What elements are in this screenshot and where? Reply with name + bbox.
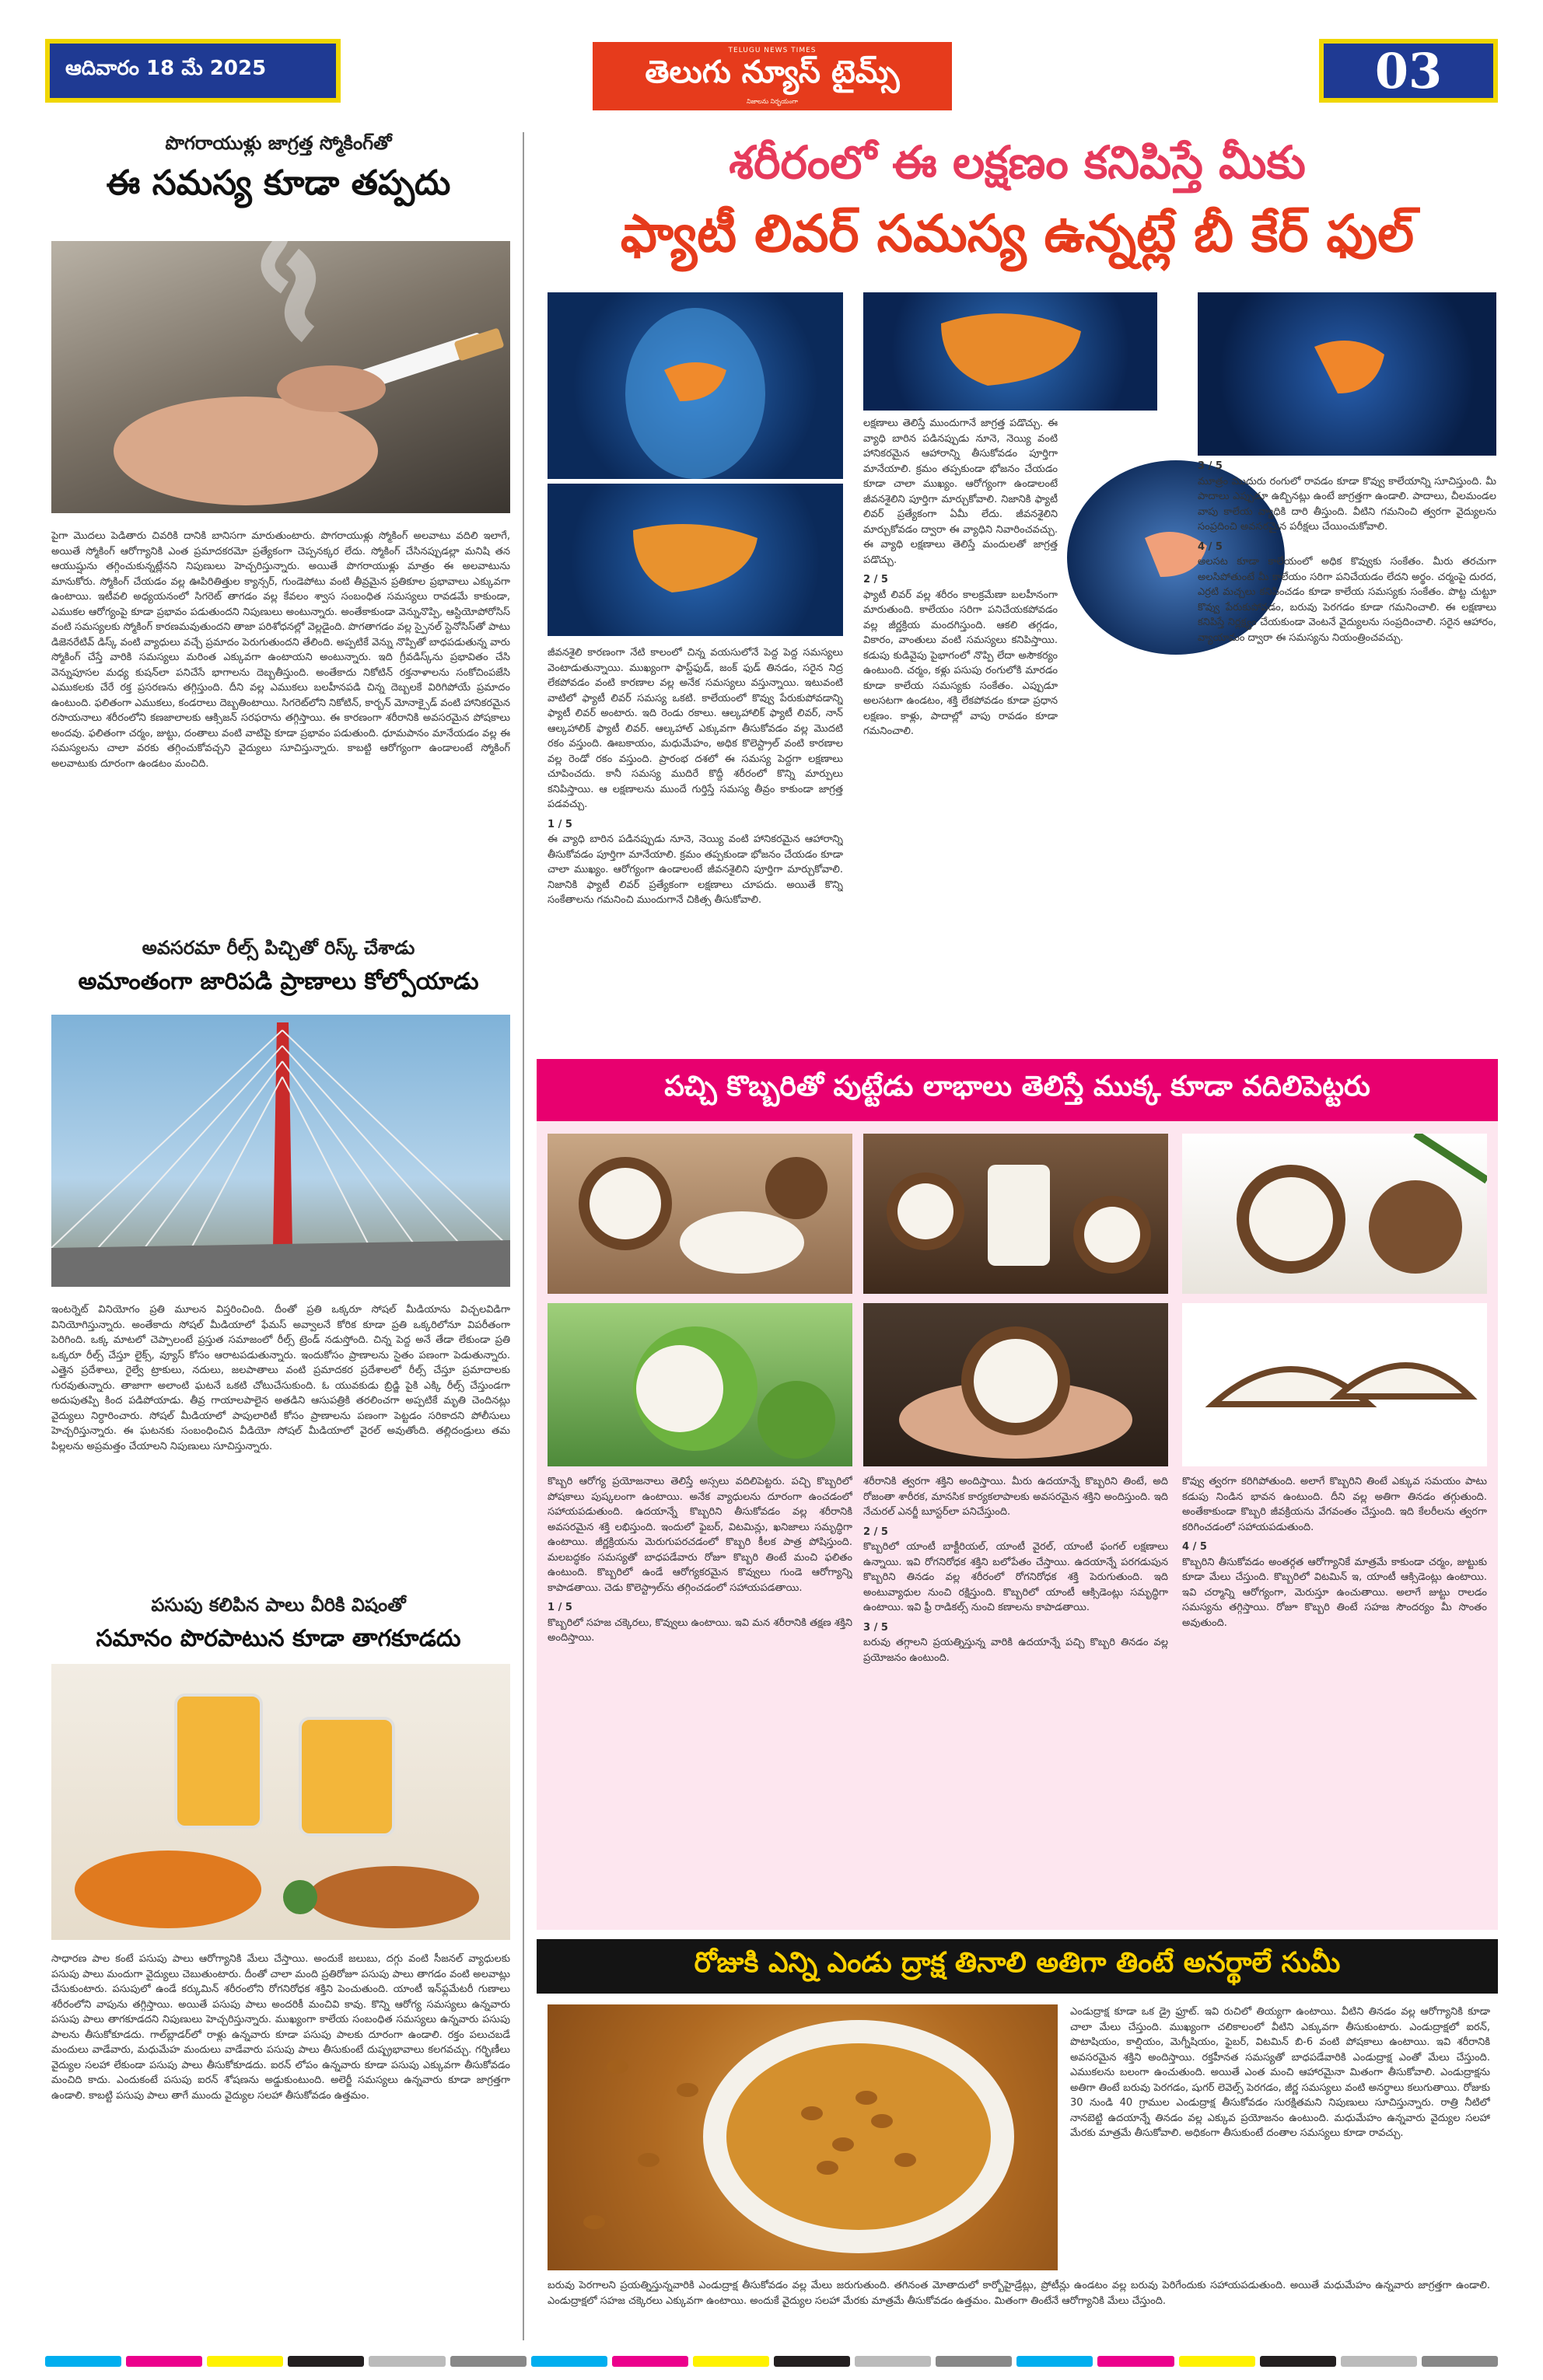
color-swatch (612, 2356, 688, 2367)
liver-side-image (1198, 292, 1496, 456)
turmeric-milk-image (51, 1664, 510, 1940)
coconut-col2 (863, 1474, 1168, 1925)
raisins-body: ఎండుద్రాక్ష కూడా ఒక డ్రై ఫ్రూట్. ఇవి రుచిలో తియ్యగా ఉంటాయి. వీటిని తినడం వల్ల ఆరోగ్యానికి కూడా చాలా మేలు చేస్తుంది. ముఖ్యంగా చలికాలంలో వీటిని ఎక్కువగా తీసుకుంటారు. ఎండుద్రాక్షలో ఐరన్, పొటాషియం, కాల్షియం, మెగ్నీషియం, ఫైబర్, విటమిన్ బి-6 వంటి పోషకాలు ఉంటాయి. ఇవి శరీరానికి అవసరమైన శక్తిని అందిస్తాయి. రక్తహీనత సమస్యతో బాధపడేవారికి ఎండుద్రాక్ష ఎంతో మేలు చేస్తుంది. ఎముకలను బలంగా ఉంచుతుంది. అయితే ఎంత మంచి ఆహారమైనా మితంగా తీసుకోవాలి. ఎండుద్రాక్షను అతిగా తింటే బరువు పెరగడం, షుగర్ లెవెల్స్ పెరగడం, జీర్ణ సమస్యలు వంటి అనర్థాలు కలుగుతాయి. రోజుకు 30 నుండి 40 గ్రాముల ఎండుద్రాక్ష తీసుకోవడం సురక్షితమని నిపుణులు సూచిస్తున్నారు. రాత్రి నీటిలో నానబెట్టి ఉదయాన్నే తినడం వల్ల ఎక్కువ ప్రయోజనం ఉంటుంది. మధుమేహం ఉన్నవారు వైద్యుల సలహా మేరకు మాత్రమే తీసుకోవాలి. అధికంగా తీసుకుంటే దంతాల సమస్యలు కూడా రావచ్చు. (1070, 2006, 1490, 2139)
section-marker: 4 / 5 (1198, 540, 1223, 553)
liver-icon (548, 292, 843, 479)
cigarette-icon (51, 241, 510, 513)
article-body: ఇంటర్నెట్ వినియోగం ప్రతి మూలన విస్తరించింది. దీంతో ప్రతి ఒక్కరూ సోషల్ మీడియాను విచ్చలవిడిగా వినియోగిస్తున్నారు. అంతేకాదు సోషల్ మీడియాలో ఫేమస్ అవ్వాలనే కోరిక కూడా ప్రతి ఒక్కరిలోనూ విపరీతంగా పెరిగింది. ఒక్క మాటలో చెప్పాలంటే ప్రస్తుత సమాజంలో రీల్స్ ట్రెండ్ నడుస్తోంది. చిన్న పెద్ద అనే తేడా లేకుండా ప్రతి ఒక్కరూ రీల్స్ చేస్తూ లైక్స్, వ్యూస్ కోసం ఆరాటపడుతున్నారు. ఇందుకోసం ప్రాణాలను సైతం పణంగా పెడుతున్నారు. ఎత్తైన ప్రదేశాలు, రైల్వే ట్రాకులు, నదులు, జలపాతాలు వంటి ప్రమాదకర ప్రదేశాలలో రీల్స్ చేస్తూ ప్రమాదాలకు గురవుతున్నారు. తాజాగా అలాంటి ఘటనే ఒకటి చోటుచేసుకుంది. ఓ యువకుడు బ్రిడ్జి పైకి ఎక్కి రీల్స్ చేస్తుండగా అదుపుతప్పి కింద పడిపోయాడు. తీవ్ర గాయాలపాలైన అతడిని ఆసుపత్రికి తరలించగా అప్పటికే మృతి చెందినట్లు వైద్యులు నిర్ధారించారు. సోషల్ మీడియాలో పాపులారిటీ కోసం ప్రాణాలను పణంగా పెట్టడం సరికాదని పోలీసులు హెచ్చరిస్తున్నారు. ఈ ఘటనకు సంబంధించిన వీడియో సోషల్ మీడియాలో వైరల్ అవుతోంది. తల్లిదండ్రులు తమ పిల్లలను అప్రమత్తం చేయాలని నిపుణులు సూచిస్తున్నారు. (51, 1304, 510, 1452)
coconut-icon (548, 1134, 852, 1294)
newspaper-logo (593, 42, 952, 110)
color-swatch (126, 2356, 202, 2367)
fatty-liver-title-line1: శరీరంలో ఈ లక్షణం కనిపిస్తే మీకు (729, 136, 1306, 189)
coconut-milk-image (863, 1134, 1168, 1294)
turmeric-milk-icon (51, 1664, 510, 1940)
color-swatch (774, 2356, 850, 2367)
logo-english-text: TELUGU NEWS TIMES (728, 46, 817, 54)
section-marker: 1 / 5 (548, 1602, 572, 1613)
logo-telugu-text: తెలుగు న్యూస్ టైమ్స్ (645, 54, 900, 90)
bridge-icon (51, 1015, 510, 1287)
color-swatch (693, 2356, 769, 2367)
liver-closeup-image (863, 292, 1157, 411)
coconut-in-hands-image (863, 1303, 1168, 1466)
article-kicker: అవసరమా రీల్స్ పిచ్చితో రిస్క్ చేశాడు (142, 937, 415, 959)
fatty-liver-col1 (548, 645, 843, 1050)
page-header (0, 0, 1543, 117)
article-reels (45, 937, 512, 1001)
article-body: పైగా మొదలు పెడితారు చివరికి దానికి బానిసగా మారుతుంటారు. పొగరాయుళ్లు స్మోకింగ్ అలవాటు వదిలి ఇలాగే, అయితే స్మోకింగ్ ఆరోగ్యానికి ఎంత ప్రమాదకరమో ప్రత్యేకంగా చెప్పనక్కర లేదు. స్మోకింగ్ చేసినప్పుడల్లా మనిషి తన ఆయుష్షును తగ్గించుకున్నట్లేనని నిపుణులు హెచ్చరిస్తున్నారు. అయితే పొగరాయుళ్లు మాత్రం ఈ అలవాటును మానుకోరు. స్మోకింగ్ చేయడం వల్ల ఊపిరితిత్తుల క్యాన్సర్, గుండెపోటు వంటి తీవ్రమైన ప్రతికూల ప్రభావాలు ఎక్కువగా ఉంటాయి. ఇటీవలి అధ్యయనంలో సిగరెట్ తాగడం వల్ల కేవలం శ్వాస సంబంధిత సమస్యలు రావడమే కాకుండా, ఎముకల ఆరోగ్యంపై కూడా ప్రభావం పడుతుందని నిపుణులు అంటున్నారు. అంతేకాకుండా వెన్నునొప్పి, ఆస్టియోపోరోసిస్ వంటి సమస్యలకు స్మోకింగ్ కారణమవుతుందని తాజా పరిశోధనల్లో వెల్లడైంది. పొగతాగడం వల్ల స్పైనల్ స్టెనోసిస్‌తో పాటు డిజెనరేటివ్ డిస్క్ వంటి వ్యాధులు వచ్చే ప్రమాదం పెరుగుతుందని తేలింది. అప్పటికే వెన్ను నొప్పితో బాధపడుతున్న వారు స్మోకింగ్ చేస్తే వారికి సమస్యలు మరింత ఎక్కువగా ఉంటాయని అంటున్నారు. ఇది గ్రీవడిస్క్‌ను ప్రభావితం చేసి వెన్నుపూసల మధ్య కుషన్‌లా పనిచేసే భాగాలను దెబ్బతీస్తుంది. అంతేకాదు నికోటిన్ రక్తనాళాలను సంకోచింపజేసి ఎముకలకు చేరే రక్త ప్రసరణను తగ్గిస్తుంది. దీని వల్ల ఎముకలు బలహీనపడి చిన్న దెబ్బలకే విరిగిపోయే ప్రమాదం ఉంటుంది. ఫలితంగా ఎముకలు, కండరాలు దెబ్బతింటాయి. సిగరెట్‌లోని నికోటిన్, కార్బన్ మోనాక్సైడ్ వంటి హానికరమైన రసాయనాలు శరీరంలోని కణజాలాలకు ఆక్సిజన్ సరఫరాను తగ్గిస్తాయి. ఈ కారణంగా శరీరానికి అవసరమైన పోషకాలు అందవు. ఫలితంగా చర్మం, జుట్టు, దంతాలు వంటి వాటిపై కూడా ప్రభావం పడుతుంది. ధూమపానం మానేయడం వల్ల ఈ సమస్యలను చాలా వరకు తగ్గించుకోవచ్చని వైద్యులు సూచిస్తున్నారు. కాబట్టి ఆరోగ్యంగా ఉండాలంటే స్మోకింగ్ అలవాటుకు దూరంగా ఉండటం మంచిది. (51, 530, 510, 770)
liver-icon (863, 292, 1157, 411)
paragraph: కొబ్బరిలో సహజ చక్కెరలు, కొవ్వులు ఉంటాయి. ఇవి మన శరీరానికి తక్షణ శక్తిని అందిస్తాయి. (548, 1616, 852, 1644)
article-headline: సమానం పొరపాటున కూడా తాగకూడదు (96, 1625, 461, 1652)
article-kicker: పసుపు కలిపిన పాలు వీరికి విషంతో (151, 1594, 406, 1616)
paragraph: లక్షణాలు తెలిస్తే ముందుగానే జాగ్రత్త పడొచ్చు. ఈ వ్యాధి బారిన పడినప్పుడు నూనె, నెయ్యి వంటి హానికరమైన ఆహారాన్ని తీసుకోవడం పూర్తిగా మానేయాలి. క్రమం తప్పకుండా భోజనం చేయడం కూడా చాలా ముఖ్యం. ఆరోగ్యంగా ఉండాలంటే జీవనశైలిని పూర్తిగా మార్చుకోవాలి. నిజానికి ఫ్యాటీ లివర్ ప్రత్యేకంగా ఏమీ లేదు. జీవనశైలిని మార్చుకోవడం ద్వారా ఈ వ్యాధిని నివారించవచ్చు. ఈ వ్యాధి లక్షణాలు తెలిస్తే మందులతో జాగ్రత్త పడొచ్చు. (863, 418, 1058, 566)
coconut-col1 (548, 1474, 852, 1925)
color-swatch (1341, 2356, 1417, 2367)
color-swatch (1179, 2356, 1255, 2367)
coconut-icon (1182, 1303, 1487, 1466)
fatty-liver-col2 (863, 416, 1058, 1054)
color-swatch (531, 2356, 607, 2367)
paragraph: అలసట కూడా కాలేయంలో అధిక కొవ్వుకు సంకేతం. మీరు తరచుగా అలసిపోతుంటే మీ కాలేయం సరిగా పనిచేయడం లేదని అర్థం. చర్మంపై దురద, ఎర్రటి మచ్చలు కనిపించడం కూడా కాలేయ సమస్యకు సంకేతం. పొట్ట చుట్టూ కొవ్వు పేరుకుపోవడం, బరువు పెరగడం కూడా గమనించాలి. ఈ లక్షణాలు కనిపిస్తే నిర్లక్ష్యం చేయకుండా వెంటనే వైద్యులను సంప్రదించాలి. సరైన ఆహారం, వ్యాయామం ద్వారా ఈ సమస్యను నియంత్రించవచ్చు. (1198, 556, 1496, 644)
color-swatch (936, 2356, 1012, 2367)
raisins-headline: రోజుకి ఎన్ని ఎండు ద్రాక్ష తినాలి అతిగా తింటే అనర్థాలే సుమీ (537, 1939, 1498, 1994)
liver-body-image (548, 292, 843, 479)
article-turmeric (45, 1594, 512, 1658)
color-swatch (207, 2356, 283, 2367)
color-swatch (450, 2356, 527, 2367)
section-marker: 4 / 5 (1182, 1541, 1207, 1553)
article-body: సాధారణ పాల కంటే పసుపు పాలు ఆరోగ్యానికి మేలు చేస్తాయి. అందుకే జలుబు, దగ్గు వంటి సీజనల్ వ్యాధులకు పసుపు పాలు మందుగా వైద్యులు చెబుతుంటారు. దీంతో చాలా మంది ప్రతిరోజూ పసుపు పాలు తాగడం వంటి అలవాట్లు చేసుకుంటారు. పసుపులో ఉండే కర్కుమిన్ శరీరంలోని రోగనిరోధక శక్తిని పెంచుతుంది. యాంటీ ఇన్‌ఫ్లమేటరీ గుణాలు శరీరంలోని వాపును తగ్గిస్తాయి. అయితే పసుపు పాలు అందరికీ మంచివి కావు. కొన్ని ఆరోగ్య సమస్యలు ఉన్నవారు పసుపు పాలు తాగకూడదని నిపుణులు హెచ్చరిస్తున్నారు. ముఖ్యంగా కాలేయ సంబంధిత సమస్యలు ఉన్నవారు పసుపు పాలను తీసుకోకూడదు. గాల్‌బ్లాడర్‌లో రాళ్లు ఉన్నవారు కూడా పసుపు పాలకు దూరంగా ఉండాలి. రక్తం పలుచబడే మందులు వాడేవారు, మధుమేహ మందులు వాడేవారు పసుపు పాలు తీసుకుంటే దుష్ప్రభావాలు కలగవచ్చు. గర్భిణీలు వైద్యుల సలహా లేకుండా పసుపు పాలు తీసుకోకూడదు. ఐరన్ లోపం ఉన్నవారు కూడా పసుపు ఎక్కువగా తీసుకోవడం మంచిది కాదు. ఎందుకంటే పసుపు ఐరన్ శోషణను అడ్డుకుంటుంది. అలెర్జీ సమస్యలు ఉన్నవారు కూడా జాగ్రత్తగా ఉండాలి. కాబట్టి పసుపు పాలు తాగే ముందు వైద్యుల సలహా తీసుకోవడం ఉత్తమం. (51, 1953, 510, 2102)
column-divider (523, 132, 524, 2340)
color-swatch (45, 2356, 121, 2367)
color-swatch (369, 2356, 445, 2367)
paragraph: ఈ వ్యాధి బారిన పడినప్పుడు నూనె, నెయ్యి వంటి హానికరమైన ఆహారాన్ని తీసుకోవడం పూర్తిగా మానేయాలి. క్రమం తప్పకుండా భోజనం చేయడం కూడా చాలా ముఖ్యం. ఆరోగ్యంగా ఉండాలంటే జీవనశైలిని పూర్తిగా మార్చుకోవాలి. నిజానికి ఫ్యాటీ లివర్ ప్రత్యేకంగా లక్షణాలు చూపదు. అయితే కొన్ని సంకేతాలను గమనించి ముందుగానే చికిత్స తీసుకోవాలి. (548, 834, 843, 906)
color-swatch (288, 2356, 364, 2367)
section-marker: 1 / 5 (548, 818, 572, 830)
color-swatch (855, 2356, 931, 2367)
coconut-slices-image (1182, 1303, 1487, 1466)
paragraph: కొవ్వు త్వరగా కరిగిపోతుంది. అలాగే కొబ్బరిని తింటే ఎక్కువ సమయం పాటు కడుపు నిండిన భావన ఉంటుంది. దీని వల్ల అతిగా తినడం తగ్గుతుంది. అంతేకాకుండా కొబ్బరి జీవక్రియను వేగవంతం చేస్తుంది. ఇది కేలరీలను త్వరగా కరిగించడంలో సహాయపడుతుంది. (1182, 1476, 1487, 1533)
section-marker: 2 / 5 (863, 574, 888, 585)
print-color-bar (45, 2356, 1498, 2367)
article-kicker: పొగరాయుళ్లు జాగ్రత్త స్మోకింగ్‌తో (165, 132, 392, 154)
paragraph: శరీరానికి త్వరగా శక్తిని అందిస్తాయి. మీరు ఉదయాన్నే కొబ్బరిని తింటే, అది రోజంతా శారీరక, మానసిక కార్యకలాపాలకు అవసరమైన శక్తిని అందిస్తుంది. ఇది నేచురల్ ఎనర్జీ బూస్టర్‌లా పనిచేస్తుంది. (863, 1476, 1168, 1518)
coconut-halves-image (1182, 1134, 1487, 1294)
green-coconut-image (548, 1303, 852, 1466)
bridge-image (51, 1015, 510, 1287)
paragraph: మూత్రం ముదురు రంగులో రావడం కూడా కొవ్వు కాలేయాన్ని సూచిస్తుంది. మీ పాదాలు ఎప్పుడూ ఉబ్బినట్లు ఉంటే జాగ్రత్తగా ఉండాలి. పాదాలు, చీలమండల వాపు కాలేయ వ్యాధికి దారి తీస్తుంది. వీటిని గమనించి త్వరగా వైద్యులను సంప్రదించి అవసరమైన పరీక్షలు చేయించుకోవాలి. (1198, 475, 1496, 533)
logo-tagline: నిజాలను నిర్భయంగా (747, 97, 798, 105)
raisins-bowl-image (548, 2004, 1058, 2270)
paragraph: కొబ్బరిలో యాంటీ బాక్టీరియల్, యాంటీ వైరల్, యాంటీ ఫంగల్ లక్షణాలు ఉన్నాయి. ఇవి రోగనిరోధక శక్తిని బలోపేతం చేస్తాయి. ఉదయాన్నే పరగడుపున కొబ్బరిని తినడం వల్ల శరీరంలో రోగనిరోధక శక్తి పెరుగుతుంది. ఇది అంటువ్యాధుల నుంచి రక్షిస్తుంది. కొబ్బరిలో యాంటీ ఆక్సిడెంట్లు సమృద్ధిగా ఉంటాయి. ఇవి ఫ్రీ రాడికల్స్ నుంచి కణాలను కాపాడతాయి. (863, 1541, 1168, 1613)
coconut-headline: పచ్చి కొబ్బరితో పుట్టేడు లాభాలు తెలిస్తే ముక్క కూడా వదిలిపెట్టరు (537, 1059, 1498, 1121)
paragraph: కొబ్బరిని తీసుకోవడం అంతర్గత ఆరోగ్యానికే మాత్రమే కాకుండా చర్మం, జుట్టుకు కూడా మేలు చేస్తుంది. కొబ్బరిలో విటమిన్ ఇ, యాంటీ ఆక్సిడెంట్లు ఉంటాయి. ఇవి చర్మాన్ని ఆరోగ్యంగా, మెరుస్తూ ఉంచుతాయి. అలాగే జుట్టు రాలడం సమస్యను తగ్గిస్తాయి. రోజూ కొబ్బరి తింటే సహజ సౌందర్యం మీ సొంతం అవుతుంది. (1182, 1556, 1487, 1629)
coconut-icon (863, 1303, 1168, 1466)
section-marker: 3 / 5 (863, 1621, 888, 1634)
liver-icon (548, 484, 843, 636)
cigarette-smoke-image (51, 241, 510, 513)
liver-back-image (548, 484, 843, 636)
coconut-icon (1182, 1134, 1487, 1294)
page-number: 03 (1319, 39, 1498, 103)
paragraph: కొబ్బరి ఆరోగ్య ప్రయోజనాలు తెలిస్తే అస్సలు వదిలిపెట్టరు. పచ్చి కొబ్బరిలో పోషకాలు పుష్కలంగా ఉంటాయి. అనేక వ్యాధులను దూరంగా ఉంచడంలో సహాయపడుతుంది. ఉదయాన్నే కొబ్బరిని తీసుకోవడం వల్ల శరీరానికి అవసరమైన శక్తి లభిస్తుంది. ఇందులో ఫైబర్, విటమిన్లు, ఖనిజాలు సమృద్ధిగా ఉంటాయి. జీర్ణక్రియను మెరుగుపరచడంలో కొబ్బరి కీలక పాత్ర పోషిస్తుంది. మలబద్ధకం సమస్యతో బాధపడేవారు రోజూ కొబ్బరి తింటే మంచి ఫలితం ఉంటుంది. కొబ్బరిలో ఉండే ఆరోగ్యకరమైన కొవ్వులు గుండె ఆరోగ్యాన్ని కాపాడతాయి. చెడు కొలెస్ట్రాల్‌ను తగ్గించడంలో సహాయపడతాయి. (548, 1476, 852, 1594)
paragraph: జీవనశైలి కారణంగా నేటి కాలంలో చిన్న వయసులోనే పెద్ద పెద్ద సమస్యలు వెంటాడుతున్నాయి. ముఖ్యంగా ఫాస్ట్‌ఫుడ్, జంక్ ఫుడ్ తినడం, సరైన నిద్ర లేకపోవడం వంటి కారణాల వల్ల అనేక సమస్యలు వస్తున్నాయి. ఇటువంటి వాటిలో ఫ్యాటీ లివర్ సమస్య ఒకటి. కాలేయంలో కొవ్వు పేరుకుపోవడాన్ని ఫ్యాటీ లివర్ అంటారు. ఇది రెండు రకాలు. ఆల్కహాలిక్ ఫ్యాటీ లివర్, నాన్ ఆల్కహాలిక్ ఫ్యాటీ లివర్. ఆల్కహాల్ ఎక్కువగా తీసుకోవడం వల్ల మొదటి రకం వస్తుంది. ఊబకాయం, మధుమేహం, అధిక కొలెస్ట్రాల్ వంటి కారణాల వల్ల రెండో రకం వస్తుంది. ప్రారంభ దశలో ఈ సమస్య పెద్దగా లక్షణాలు చూపించదు. కానీ సమస్య ముదిరే కొద్దీ శరీరంలో కొన్ని మార్పులు కనిపిస్తాయి. ఆ లక్షణాలను ముందే గుర్తిస్తే సమస్య తీవ్రం కాకుండా జాగ్రత్త పడవచ్చు. (548, 647, 843, 810)
issue-date: ఆదివారం 18 మే 2025 (45, 39, 341, 103)
raisins-body-bottom: బరువు పెరగాలని ప్రయత్నిస్తున్నవారికి ఎండుద్రాక్ష తీసుకోవడం వల్ల మేలు జరుగుతుంది. తగినంత మోతాదులో కార్బోహైడ్రేట్లు, ప్రోటీన్లు ఉండటం వల్ల బరువు పెరిగేందుకు సహాయపడుతుంది. అయితే మధుమేహం ఉన్నవారు జాగ్రత్తగా ఉండాలి. ఎండుద్రాక్షలో సహజ చక్కెరలు ఎక్కువగా ఉంటాయి. అందుకే వైద్యుల సలహా మేరకు మాత్రమే తీసుకోవడం ఉత్తమం. మితంగా తింటేనే ఆరోగ్యానికి మేలు చేస్తుంది. (548, 2280, 1490, 2307)
article-headline: అమాంతంగా జారిపడి ప్రాణాలు కోల్పోయాడు (78, 968, 479, 995)
raisins-icon (548, 2004, 1058, 2270)
section-marker: 3 / 5 (1198, 460, 1223, 472)
liver-icon (1198, 292, 1496, 456)
article-smoking (45, 132, 512, 211)
fatty-liver-title-line2: ఫ్యాటీ లివర్ సమస్య ఉన్నట్లే బీ కేర్ ఫుల్ (620, 204, 1415, 264)
section-marker: 2 / 5 (863, 1526, 888, 1538)
color-swatch (1016, 2356, 1093, 2367)
color-swatch (1422, 2356, 1498, 2367)
paragraph: ఫ్యాటీ లివర్ వల్ల శరీరం కాలక్రమేణా బలహీనంగా మారుతుంది. కాలేయం సరిగా పనిచేయకపోవడం వల్ల జీర్ణక్రియ మందగిస్తుంది. ఆకలి తగ్గడం, వికారం, వాంతులు వంటి సమస్యలు కనిపిస్తాయి. కడుపు కుడివైపు పైభాగంలో నొప్పి లేదా అసౌకర్యం ఉంటుంది. చర్మం, కళ్లు పసుపు రంగులోకి మారడం కూడా కాలేయ సమస్యకు సంకేతం. ఎప్పుడూ అలసటగా ఉండటం, శక్తి లేకపోవడం కూడా ప్రధాన లక్షణం. కాళ్లు, పాదాల్లో వాపు రావడం కూడా గమనించాలి. (863, 589, 1058, 737)
fatty-liver-col3 (1198, 459, 1496, 1050)
paragraph: బరువు తగ్గాలని ప్రయత్నిస్తున్న వారికి ఉదయాన్నే పచ్చి కొబ్బరి తినడం వల్ల ప్రయోజనం ఉంటుంది. (863, 1637, 1168, 1664)
article-headline: ఈ సమస్య కూడా తప్పదు (106, 163, 451, 203)
coconut-icon (548, 1303, 852, 1466)
fatty-liver-title (537, 136, 1498, 276)
coconut-col3 (1182, 1474, 1487, 1925)
coconut-pieces-image (548, 1134, 852, 1294)
color-swatch (1097, 2356, 1174, 2367)
coconut-milk-icon (863, 1134, 1168, 1294)
color-swatch (1260, 2356, 1336, 2367)
